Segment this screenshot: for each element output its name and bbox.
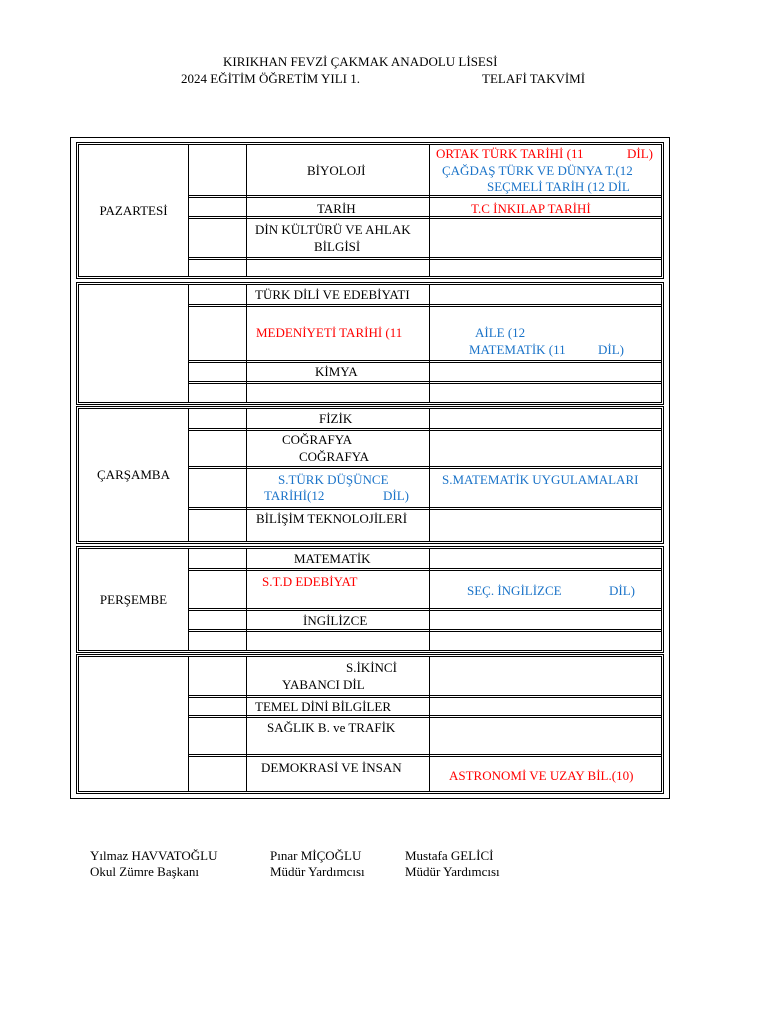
cell-text: DİL) bbox=[383, 488, 409, 503]
cell-text: MATEMATİK bbox=[294, 551, 371, 566]
day-label-wednesday: ÇARŞAMBA bbox=[79, 409, 189, 541]
day-group-friday bbox=[76, 654, 664, 794]
day-label-monday: PAZARTESİ bbox=[79, 145, 189, 276]
signer-title: Müdür Yardımcısı bbox=[270, 864, 365, 879]
cell-text: TARİH bbox=[317, 201, 356, 216]
cell-text: ORTAK TÜRK TARİHİ (11 bbox=[436, 146, 584, 161]
cell-text: YABANCI DİL bbox=[282, 677, 365, 692]
cell-text: COĞRAFYA bbox=[299, 449, 370, 464]
cell-text: BİYOLOJİ bbox=[307, 163, 366, 178]
cell-text: S.TÜRK DÜŞÜNCE bbox=[278, 472, 389, 487]
cell-text: AİLE (12 bbox=[475, 325, 526, 340]
signature-block bbox=[270, 848, 365, 880]
cell-text: DİL) bbox=[609, 583, 635, 598]
cell-text: TÜRK DİLİ VE EDEBİYATI bbox=[255, 287, 410, 302]
calendar-title: TELAFİ TAKVİMİ bbox=[482, 71, 586, 86]
day-group-tuesday bbox=[76, 282, 664, 405]
cell-text: S.T.D EDEBİYAT bbox=[262, 574, 358, 589]
signature-block bbox=[405, 848, 500, 880]
cell-text: SEÇMELİ TARİH (12 DİL bbox=[487, 179, 630, 194]
cell-text: BİLİŞİM TEKNOLOJİLERİ bbox=[256, 511, 408, 526]
cell-text: DİN KÜLTÜRÜ VE AHLAK bbox=[255, 222, 411, 237]
cell-text: DEMOKRASİ VE İNSAN bbox=[261, 760, 402, 775]
cell-text: BİLGİSİ bbox=[314, 239, 361, 254]
cell-text: ÇAĞDAŞ TÜRK VE DÜNYA T.(12 bbox=[442, 163, 633, 178]
cell-text: S.MATEMATİK UYGULAMALARI bbox=[442, 472, 639, 487]
cell-text: TEMEL DİNİ BİLGİLER bbox=[255, 699, 391, 714]
day-label-tuesday bbox=[79, 285, 189, 402]
cell-text: SEÇ. İNGİLİZCE bbox=[467, 583, 562, 598]
cell-text: T.C İNKILAP TARİHİ bbox=[471, 201, 591, 216]
day-label-friday bbox=[79, 657, 189, 791]
cell-text: COĞRAFYA bbox=[282, 432, 353, 447]
signer-name: Pınar MİÇOĞLU bbox=[270, 848, 362, 863]
cell-text: TARİHİ(12 bbox=[264, 488, 325, 503]
cell-text: MEDENİYETİ TARİHİ (11 bbox=[256, 325, 403, 340]
year-line: 2024 EĞİTİM ÖĞRETİM YILI 1. bbox=[181, 71, 360, 86]
signer-title: Müdür Yardımcısı bbox=[405, 864, 500, 879]
cell-text: DİL) bbox=[598, 342, 624, 357]
cell-text: FİZİK bbox=[319, 411, 353, 426]
signature-block bbox=[90, 848, 217, 880]
school-name: KIRIKHAN FEVZİ ÇAKMAK ANADOLU LİSESİ bbox=[223, 54, 498, 69]
day-group-thursday bbox=[76, 546, 664, 653]
cell-text: DİL) bbox=[627, 146, 653, 161]
signer-title: Okul Zümre Başkanı bbox=[90, 864, 200, 879]
cell-text: İNGİLİZCE bbox=[303, 613, 368, 628]
signer-name: Mustafa GELİCİ bbox=[405, 848, 494, 863]
cell-text: KİMYA bbox=[315, 364, 358, 379]
cell-text: SAĞLIK B. ve TRAFİK bbox=[267, 720, 396, 735]
cell-text: ASTRONOMİ VE UZAY BİL.(10) bbox=[449, 768, 634, 783]
cell-text: S.İKİNCİ bbox=[346, 660, 397, 675]
day-label-thursday: PERŞEMBE bbox=[79, 549, 189, 650]
day-group-wednesday bbox=[76, 406, 664, 544]
day-group-monday bbox=[76, 142, 664, 279]
cell-text: MATEMATİK (11 bbox=[469, 342, 566, 357]
signer-name: Yılmaz HAVVATOĞLU bbox=[90, 848, 218, 863]
